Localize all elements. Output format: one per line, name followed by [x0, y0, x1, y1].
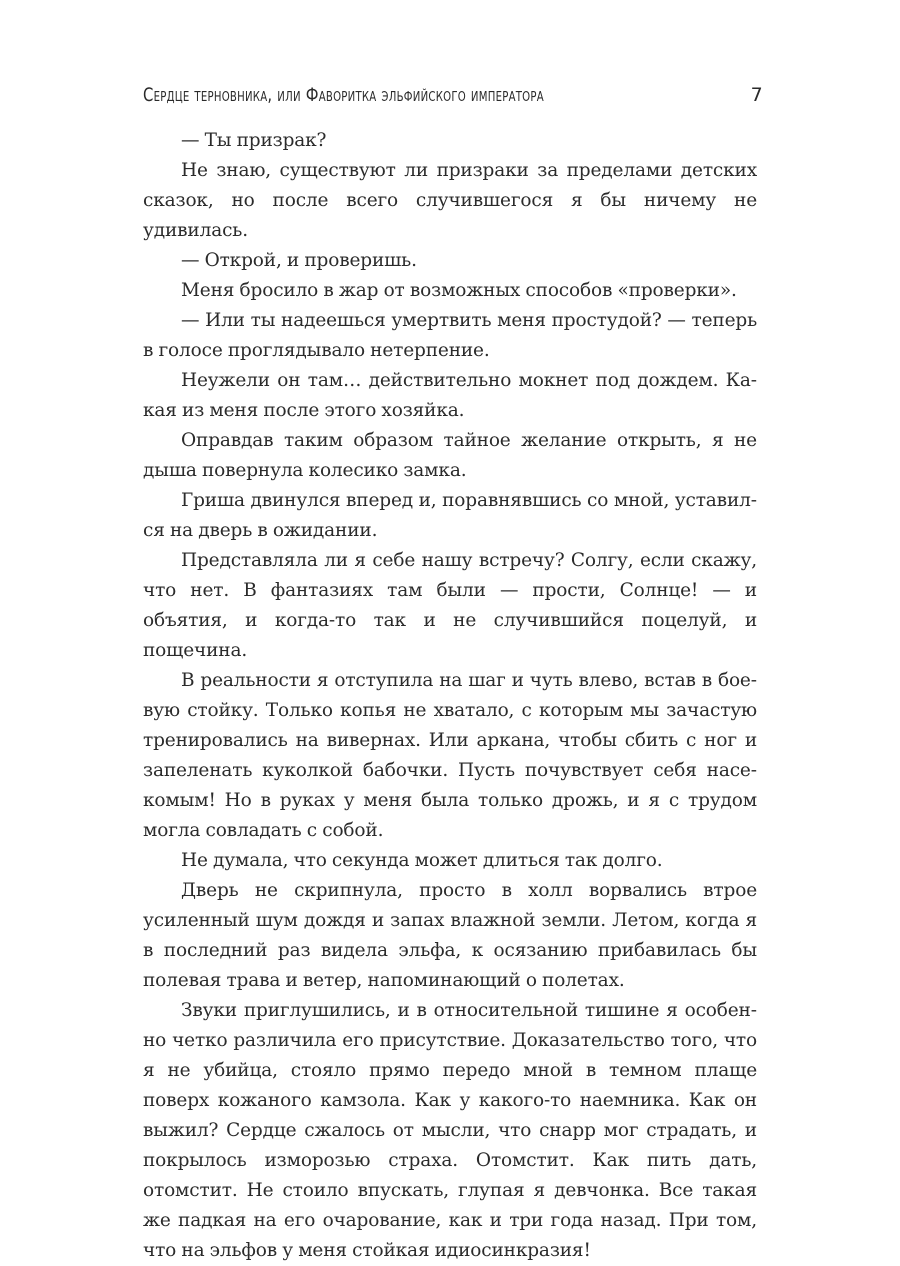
- paragraph: Гриша двинулся вперед и, поравнявшись со мной, уставился на дверь в ожидании.: [143, 490, 757, 541]
- body-text: [143, 126, 757, 1266]
- paragraph: В реальности я отступила на шаг и чуть влево, встав в боевую стойку. Только копья не хватало, с которым мы зачастую тренировались на вивернах. Или аркана, чтобы сбить с ног и запеленать куколкой бабочки. Пусть почувствует себя насекомым! Но в руках у меня была только дрожь, и я с трудом могла совладать с собой.: [143, 670, 757, 841]
- paragraph: Звуки приглушились, и в относительной тишине я особенно четко различила его присутствие. Доказательство того, что я не убийца, стояло прямо передо мной в темном плаще поверх кожаного камзола. Как у какого-то наемника. Как он выжил? Сердце сжалось от мысли, что снарр мог страдать, и покрылось изморозью страха. Отомстит. Как пить дать, отомстит. Не стоило впускать, глупая я девчонка. Все такая же падкая на его очарование, как и три года назад. При том, что на эльфов у меня стойкая идиосинкразия!: [143, 1000, 757, 1261]
- paragraph: Не думала, что секунда может длиться так долго.: [181, 850, 663, 871]
- paragraph: Дверь не скрипнула, просто в холл ворвались втрое усиленный шум дождя и запах влажной земли. Летом, когда я в последний раз видела эльфа, к осязанию прибавилась бы полевая трава и ветер, напоминающий о полетах.: [143, 880, 757, 991]
- paragraph: Меня бросило в жар от возможных способов «проверки».: [181, 280, 737, 301]
- paragraph: Не знаю, существуют ли призраки за пределами детских сказок, но после всего случившегося я бы ничему не удивилась.: [143, 160, 757, 241]
- running-header: [143, 84, 763, 114]
- paragraph: Неужели он там… действительно мокнет под дождем. Какая из меня после этого хозяйка.: [143, 370, 757, 421]
- paragraph: Оправдав таким образом тайное желание открыть, я не дыша повернула колесико замка.: [143, 430, 757, 481]
- page-number: 7: [750, 84, 763, 106]
- paragraph: — Открой, и проверишь.: [181, 250, 417, 271]
- book-title: Сердце терновника, или Фаворитка эльфийского императора: [143, 84, 544, 106]
- paragraph: — Ты призрак?: [181, 130, 327, 151]
- paragraph: — Или ты надеешься умертвить меня простудой? — теперь в голосе проглядывало нетерпение.: [143, 310, 757, 361]
- paragraph: Представляла ли я себе нашу встречу? Солгу, если скажу, что нет. В фантазиях там были — прости, Солнце! — и объятия, и когда-то так и не случившийся поцелуй, и пощечина.: [143, 550, 757, 661]
